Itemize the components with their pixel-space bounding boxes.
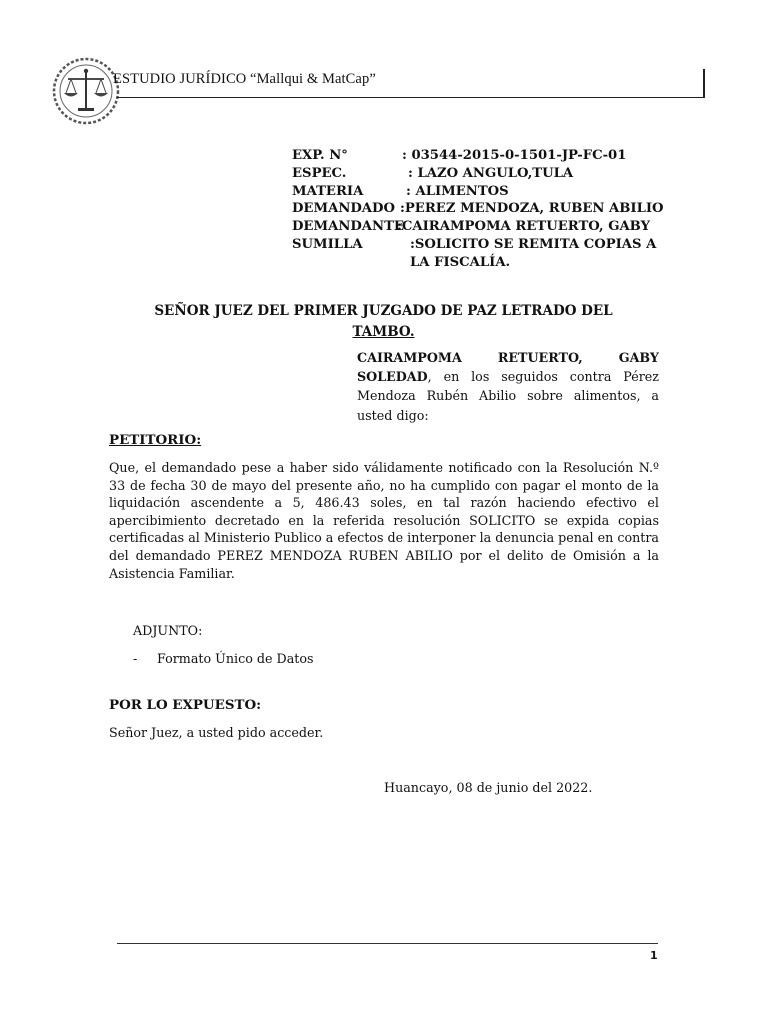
case-detail-value: :PEREZ MENDOZA, RUBEN ABILIO xyxy=(400,201,664,217)
case-detail-value: : ALIMENTOS xyxy=(406,183,509,199)
case-detail-value: :CAIRAMPOMA RETUERTO, GABY xyxy=(397,219,651,235)
adjunto-item xyxy=(133,651,314,666)
bullet-dash: - xyxy=(133,651,138,666)
plaintiff-name: CAIRAMPOMA RETUERTO, GABY SOLEDAD xyxy=(357,350,659,385)
petitorio-body: Que, el demandado pese a haber sido válidamente notificado con la Resolución N.º 33 de fecha 30 de mayo del presente año, no ha cumplido con pagar el monto de la liquidación ascendente a 5, 486.43 soles, en tal razón haciendo efectivo el apercibimiento decretado en la referida resolución SOLICITO se expida copias certificadas al Ministerio Publico a efectos de interponer la denuncia penal en contra del demandado PEREZ MENDOZA RUBEN ABILIO por el delito de Omisión a la Asistencia Familiar. xyxy=(109,460,659,581)
adjunto-label: ADJUNTO: xyxy=(133,623,203,638)
adjunto-item-text: Formato Único de Datos xyxy=(157,651,314,666)
footer-rule xyxy=(117,943,658,944)
addressee-line: SEÑOR JUEZ DEL PRIMER JUZGADO DE PAZ LETRADO DEL xyxy=(154,303,613,319)
header-rule-end xyxy=(703,69,705,98)
case-detail-value: : LAZO ANGULO,TULA xyxy=(408,165,574,181)
case-detail-label: SUMILLA xyxy=(292,236,363,252)
case-detail-label: EXP. N° xyxy=(292,148,348,163)
place-date: Huancayo, 08 de junio del 2022. xyxy=(384,780,593,795)
intro-paragraph xyxy=(357,348,659,425)
case-detail-value: :SOLICITO SE REMITA COPIAS A xyxy=(410,236,657,252)
case-detail-label: DEMANDADO xyxy=(292,201,395,217)
firm-name: ESTUDIO JURÍDICO “Mallqui & MatCap” xyxy=(113,71,376,87)
page-number: 1 xyxy=(650,949,658,962)
expuesto-heading: POR LO EXPUESTO: xyxy=(109,697,262,713)
addressee-line: TAMBO. xyxy=(352,324,415,340)
case-detail-label: DEMANDANTE xyxy=(292,219,404,235)
header-rule xyxy=(117,97,704,98)
case-detail-label: MATERIA xyxy=(292,183,364,199)
intro-text: , en los seguidos contra Pérez Mendoza Rubén Abilio sobre alimentos, a usted digo: xyxy=(357,369,659,423)
case-detail-value: : 03544-2015-0-1501-JP-FC-01 xyxy=(402,148,627,163)
case-detail-label: ESPEC. xyxy=(292,165,347,181)
scales-of-justice-seal-icon xyxy=(52,57,120,125)
closing-text: Señor Juez, a usted pido acceder. xyxy=(109,725,324,740)
petitorio-heading: PETITORIO: xyxy=(109,432,202,448)
case-detail-value: LA FISCALÍA. xyxy=(410,254,511,270)
addressee xyxy=(120,301,647,343)
